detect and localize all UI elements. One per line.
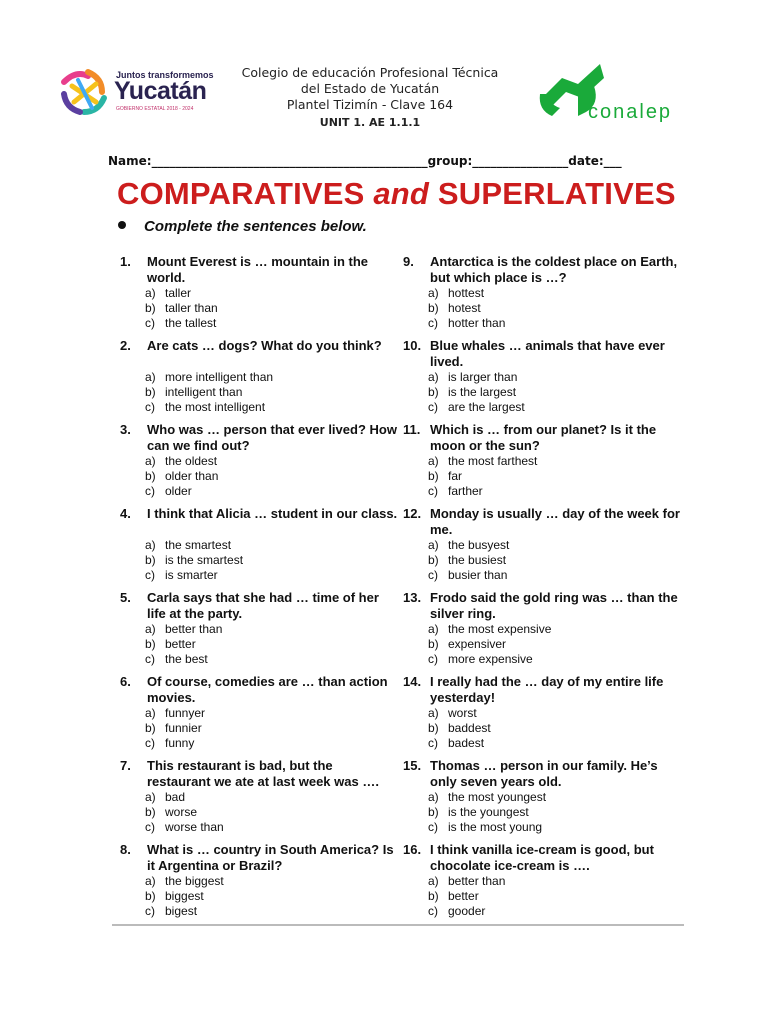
option-text: is the largest (448, 385, 517, 399)
question-number: 4. (120, 506, 131, 521)
question-item (403, 842, 683, 926)
unit-label: UNIT 1. AE 1.1.1 (319, 116, 421, 129)
option-letter: c) (428, 316, 438, 330)
option-text: is larger than (448, 370, 518, 384)
answer-option[interactable] (145, 538, 243, 553)
school-line-3: Plantel Tizimín - Clave 164 (286, 97, 454, 112)
question-text: Mount Everest is … mountain in the world. (147, 254, 369, 285)
option-letter: b) (428, 385, 439, 399)
question-item (120, 422, 400, 506)
answer-option[interactable] (428, 904, 505, 919)
option-text: gooder (448, 904, 486, 918)
answer-option[interactable] (428, 805, 546, 820)
answer-option[interactable] (145, 454, 218, 469)
answer-options (428, 538, 509, 583)
answer-option[interactable] (428, 889, 505, 904)
option-text: the oldest (165, 454, 218, 468)
option-letter: b) (428, 889, 439, 903)
question-item (120, 506, 400, 590)
option-text: is the smartest (165, 553, 244, 567)
question-number: 11. (403, 422, 421, 437)
question-number: 9. (403, 254, 414, 269)
option-text: are the largest (448, 400, 525, 414)
questions-right-column (403, 254, 683, 926)
option-letter: c) (145, 652, 155, 666)
option-text: the busiest (448, 553, 507, 567)
option-text: biggest (165, 889, 204, 903)
question-item (403, 674, 683, 758)
option-letter: a) (428, 286, 439, 300)
question-number: 1. (120, 254, 131, 269)
answer-options (145, 874, 224, 919)
option-text: worst (448, 706, 477, 720)
option-text: the most farthest (448, 454, 538, 468)
option-letter: c) (145, 736, 155, 750)
answer-option[interactable] (428, 538, 509, 553)
answer-option[interactable] (145, 553, 243, 568)
option-letter: a) (145, 874, 156, 888)
answer-options (428, 706, 491, 751)
answer-option[interactable] (145, 637, 222, 652)
option-letter: b) (145, 721, 156, 735)
question-number: 5. (120, 590, 131, 605)
option-text: the busyest (448, 538, 510, 552)
question-item (120, 338, 400, 422)
question-text: Monday is usually … day of the week for me. (430, 506, 680, 537)
option-letter: a) (428, 874, 439, 888)
bottom-divider (112, 924, 684, 926)
answer-option[interactable] (428, 370, 525, 385)
school-line-1: Colegio de educación Profesional Técnica (241, 65, 499, 80)
option-letter: b) (428, 553, 439, 567)
answer-options (428, 622, 551, 667)
question-number: 8. (120, 842, 131, 857)
option-letter: b) (145, 301, 156, 315)
questions-left-column (120, 254, 400, 926)
option-letter: c) (145, 400, 155, 414)
option-text: better than (165, 622, 223, 636)
option-letter: c) (145, 568, 155, 582)
option-text: better than (448, 874, 506, 888)
answer-option[interactable] (428, 400, 525, 415)
option-text: is the youngest (448, 805, 529, 819)
answer-option[interactable] (145, 721, 205, 736)
answer-option[interactable] (428, 316, 505, 331)
option-letter: a) (145, 286, 156, 300)
option-text: the most intelligent (165, 400, 266, 414)
answer-option[interactable] (145, 370, 273, 385)
answer-option[interactable] (428, 706, 491, 721)
option-letter: a) (145, 538, 156, 552)
option-letter: a) (145, 454, 156, 468)
option-letter: b) (145, 553, 156, 567)
option-text: hotest (448, 301, 481, 315)
option-text: farther (448, 484, 483, 498)
option-letter: c) (428, 484, 438, 498)
option-text: older than (165, 469, 219, 483)
question-text: This restaurant is bad, but the restaurant we ate at last week was …. (147, 758, 379, 789)
answer-option[interactable] (145, 316, 218, 331)
answer-option[interactable] (428, 553, 509, 568)
option-text: funnier (165, 721, 202, 735)
answer-option[interactable] (145, 904, 224, 919)
answer-option[interactable] (145, 622, 222, 637)
question-text: Carla says that she had … time of her life at the party. (147, 590, 379, 621)
option-letter: a) (145, 706, 156, 720)
option-letter: b) (428, 805, 439, 819)
yucatan-government-term: GOBIERNO ESTATAL 2018 - 2024 (116, 106, 194, 112)
option-text: busier than (448, 568, 508, 582)
question-item (120, 254, 400, 338)
option-letter: c) (428, 652, 438, 666)
answer-option[interactable] (428, 301, 505, 316)
answer-options (428, 454, 537, 499)
option-letter: c) (428, 568, 438, 582)
option-letter: b) (428, 637, 439, 651)
option-text: the tallest (165, 316, 217, 330)
school-header (230, 65, 510, 131)
answer-option[interactable] (145, 301, 218, 316)
worksheet-title (117, 176, 676, 212)
question-text: Frodo said the gold ring was … than the silver ring. (430, 590, 678, 621)
answer-option[interactable] (145, 706, 205, 721)
answer-option[interactable] (145, 568, 243, 583)
option-text: taller than (165, 301, 218, 315)
option-text: better (448, 889, 479, 903)
option-letter: c) (145, 316, 155, 330)
option-text: far (448, 469, 463, 483)
answer-option[interactable] (145, 652, 222, 667)
option-letter: b) (145, 469, 156, 483)
option-letter: b) (145, 805, 156, 819)
option-letter: c) (428, 904, 438, 918)
question-text: Antarctica is the coldest place on Earth, but which place is …? (430, 254, 678, 285)
title-part-3: SUPERLATIVES (429, 176, 676, 211)
conalep-wordmark: conalep (588, 101, 673, 123)
question-number: 15. (403, 758, 422, 773)
question-number: 13. (403, 590, 422, 605)
option-text: the best (165, 652, 208, 666)
yucatan-slogan: Juntos transformemos (116, 70, 214, 80)
answer-option[interactable] (145, 889, 224, 904)
question-text: Who was … person that ever lived? How can we find out? (147, 422, 397, 453)
answer-option[interactable] (145, 484, 218, 499)
question-item (403, 254, 683, 338)
question-number: 3. (120, 422, 131, 437)
option-text: is smarter (165, 568, 218, 582)
option-text: more intelligent than (165, 370, 274, 384)
option-text: funny (165, 736, 195, 750)
question-item (120, 674, 400, 758)
option-letter: c) (145, 904, 155, 918)
answer-option[interactable] (428, 721, 491, 736)
yucatan-logo (58, 64, 218, 120)
option-text: baddest (448, 721, 491, 735)
answer-option[interactable] (428, 469, 537, 484)
answer-option[interactable] (145, 805, 224, 820)
school-line-2: del Estado de Yucatán (300, 81, 440, 96)
answer-option[interactable] (145, 400, 273, 415)
option-text: worse (165, 805, 198, 819)
answer-options (428, 286, 505, 331)
question-text: Blue whales … animals that have ever lived. (430, 338, 665, 369)
answer-option[interactable] (428, 622, 551, 637)
option-letter: c) (145, 820, 155, 834)
answer-option[interactable] (145, 790, 224, 805)
option-text: worse than (165, 820, 224, 834)
answer-option[interactable] (145, 385, 273, 400)
answer-option[interactable] (145, 286, 218, 301)
option-text: hotter than (448, 316, 506, 330)
answer-options (145, 538, 243, 583)
question-item (403, 422, 683, 506)
answer-option[interactable] (145, 874, 224, 889)
answer-option[interactable] (145, 469, 218, 484)
answer-option[interactable] (145, 736, 205, 751)
answer-option[interactable] (428, 790, 546, 805)
question-item (120, 758, 400, 842)
question-item (120, 842, 400, 926)
answer-option[interactable] (428, 652, 551, 667)
option-letter: b) (428, 721, 439, 735)
option-letter: c) (145, 484, 155, 498)
option-text: is the most young (448, 820, 543, 834)
option-text: the most youngest (448, 790, 547, 804)
question-item (120, 590, 400, 674)
question-number: 12. (403, 506, 422, 521)
option-letter: a) (145, 790, 156, 804)
option-text: the most expensive (448, 622, 552, 636)
answer-options (145, 286, 218, 331)
instruction (118, 218, 367, 235)
yucatan-wordmark: Yucatán (114, 77, 207, 105)
question-text: I think vanilla ice-cream is good, but chocolate ice-cream is …. (430, 842, 654, 873)
title-part-2: and (373, 176, 430, 211)
option-text: intelligent than (165, 385, 243, 399)
option-text: better (165, 637, 196, 651)
option-letter: a) (145, 370, 156, 384)
answer-options (145, 622, 222, 667)
question-number: 10. (403, 338, 422, 353)
title-part-1: COMPARATIVES (117, 176, 374, 211)
question-item (403, 338, 683, 422)
option-text: taller (165, 286, 192, 300)
option-text: badest (448, 736, 485, 750)
answer-option[interactable] (428, 568, 509, 583)
answer-option[interactable] (428, 736, 491, 751)
conalep-logo (538, 64, 698, 124)
option-letter: b) (145, 637, 156, 651)
option-text: the biggest (165, 874, 224, 888)
question-number: 6. (120, 674, 131, 689)
question-item (403, 758, 683, 842)
answer-option[interactable] (428, 286, 505, 301)
answer-option[interactable] (428, 820, 546, 835)
answer-option[interactable] (145, 820, 224, 835)
bullet-icon (118, 221, 126, 229)
question-number: 16. (403, 842, 422, 857)
option-letter: b) (428, 301, 439, 315)
question-text: I think that Alicia … student in our class. (147, 506, 398, 521)
student-info-line[interactable]: Name:______________________________________________group:________________date:___ (108, 154, 622, 168)
option-letter: b) (145, 385, 156, 399)
question-text: Of course, comedies are … than action movies. (147, 674, 388, 705)
answer-options (428, 370, 525, 415)
option-letter: a) (428, 538, 439, 552)
option-letter: a) (428, 454, 439, 468)
question-item (403, 590, 683, 674)
question-number: 7. (120, 758, 131, 773)
option-letter: a) (428, 790, 439, 804)
answer-option[interactable] (428, 454, 537, 469)
answer-option[interactable] (428, 484, 537, 499)
instruction-text: Complete the sentences below. (144, 218, 367, 235)
option-text: older (165, 484, 192, 498)
answer-options (145, 790, 224, 835)
answer-options (145, 454, 218, 499)
answer-option[interactable] (428, 874, 505, 889)
option-text: expensiver (448, 637, 507, 651)
question-number: 2. (120, 338, 131, 353)
answer-option[interactable] (428, 385, 525, 400)
option-text: bigest (165, 904, 198, 918)
yucatan-emblem-icon (58, 66, 110, 118)
question-text: Which is … from our planet? Is it the moon or the sun? (430, 422, 657, 453)
question-item (403, 506, 683, 590)
answer-option[interactable] (428, 637, 551, 652)
option-letter: b) (428, 469, 439, 483)
option-text: hottest (448, 286, 485, 300)
option-letter: c) (428, 400, 438, 414)
question-text: Thomas … person in our family. He’s only seven years old. (430, 758, 658, 789)
option-letter: a) (428, 706, 439, 720)
answer-options (428, 790, 546, 835)
answer-options (145, 706, 205, 751)
question-text: What is … country in South America? Is it Argentina or Brazil? (147, 842, 394, 873)
answer-options (145, 370, 273, 415)
option-text: funnyer (165, 706, 206, 720)
option-letter: a) (145, 622, 156, 636)
option-letter: b) (145, 889, 156, 903)
question-number: 14. (403, 674, 422, 689)
question-text: I really had the … day of my entire life yesterday! (430, 674, 664, 705)
answer-options (428, 874, 505, 919)
option-text: the smartest (165, 538, 232, 552)
question-text: Are cats … dogs? What do you think? (147, 338, 382, 353)
option-letter: a) (428, 622, 439, 636)
option-letter: a) (428, 370, 439, 384)
option-text: bad (165, 790, 186, 804)
option-letter: c) (428, 736, 438, 750)
option-text: more expensive (448, 652, 533, 666)
option-letter: c) (428, 820, 438, 834)
